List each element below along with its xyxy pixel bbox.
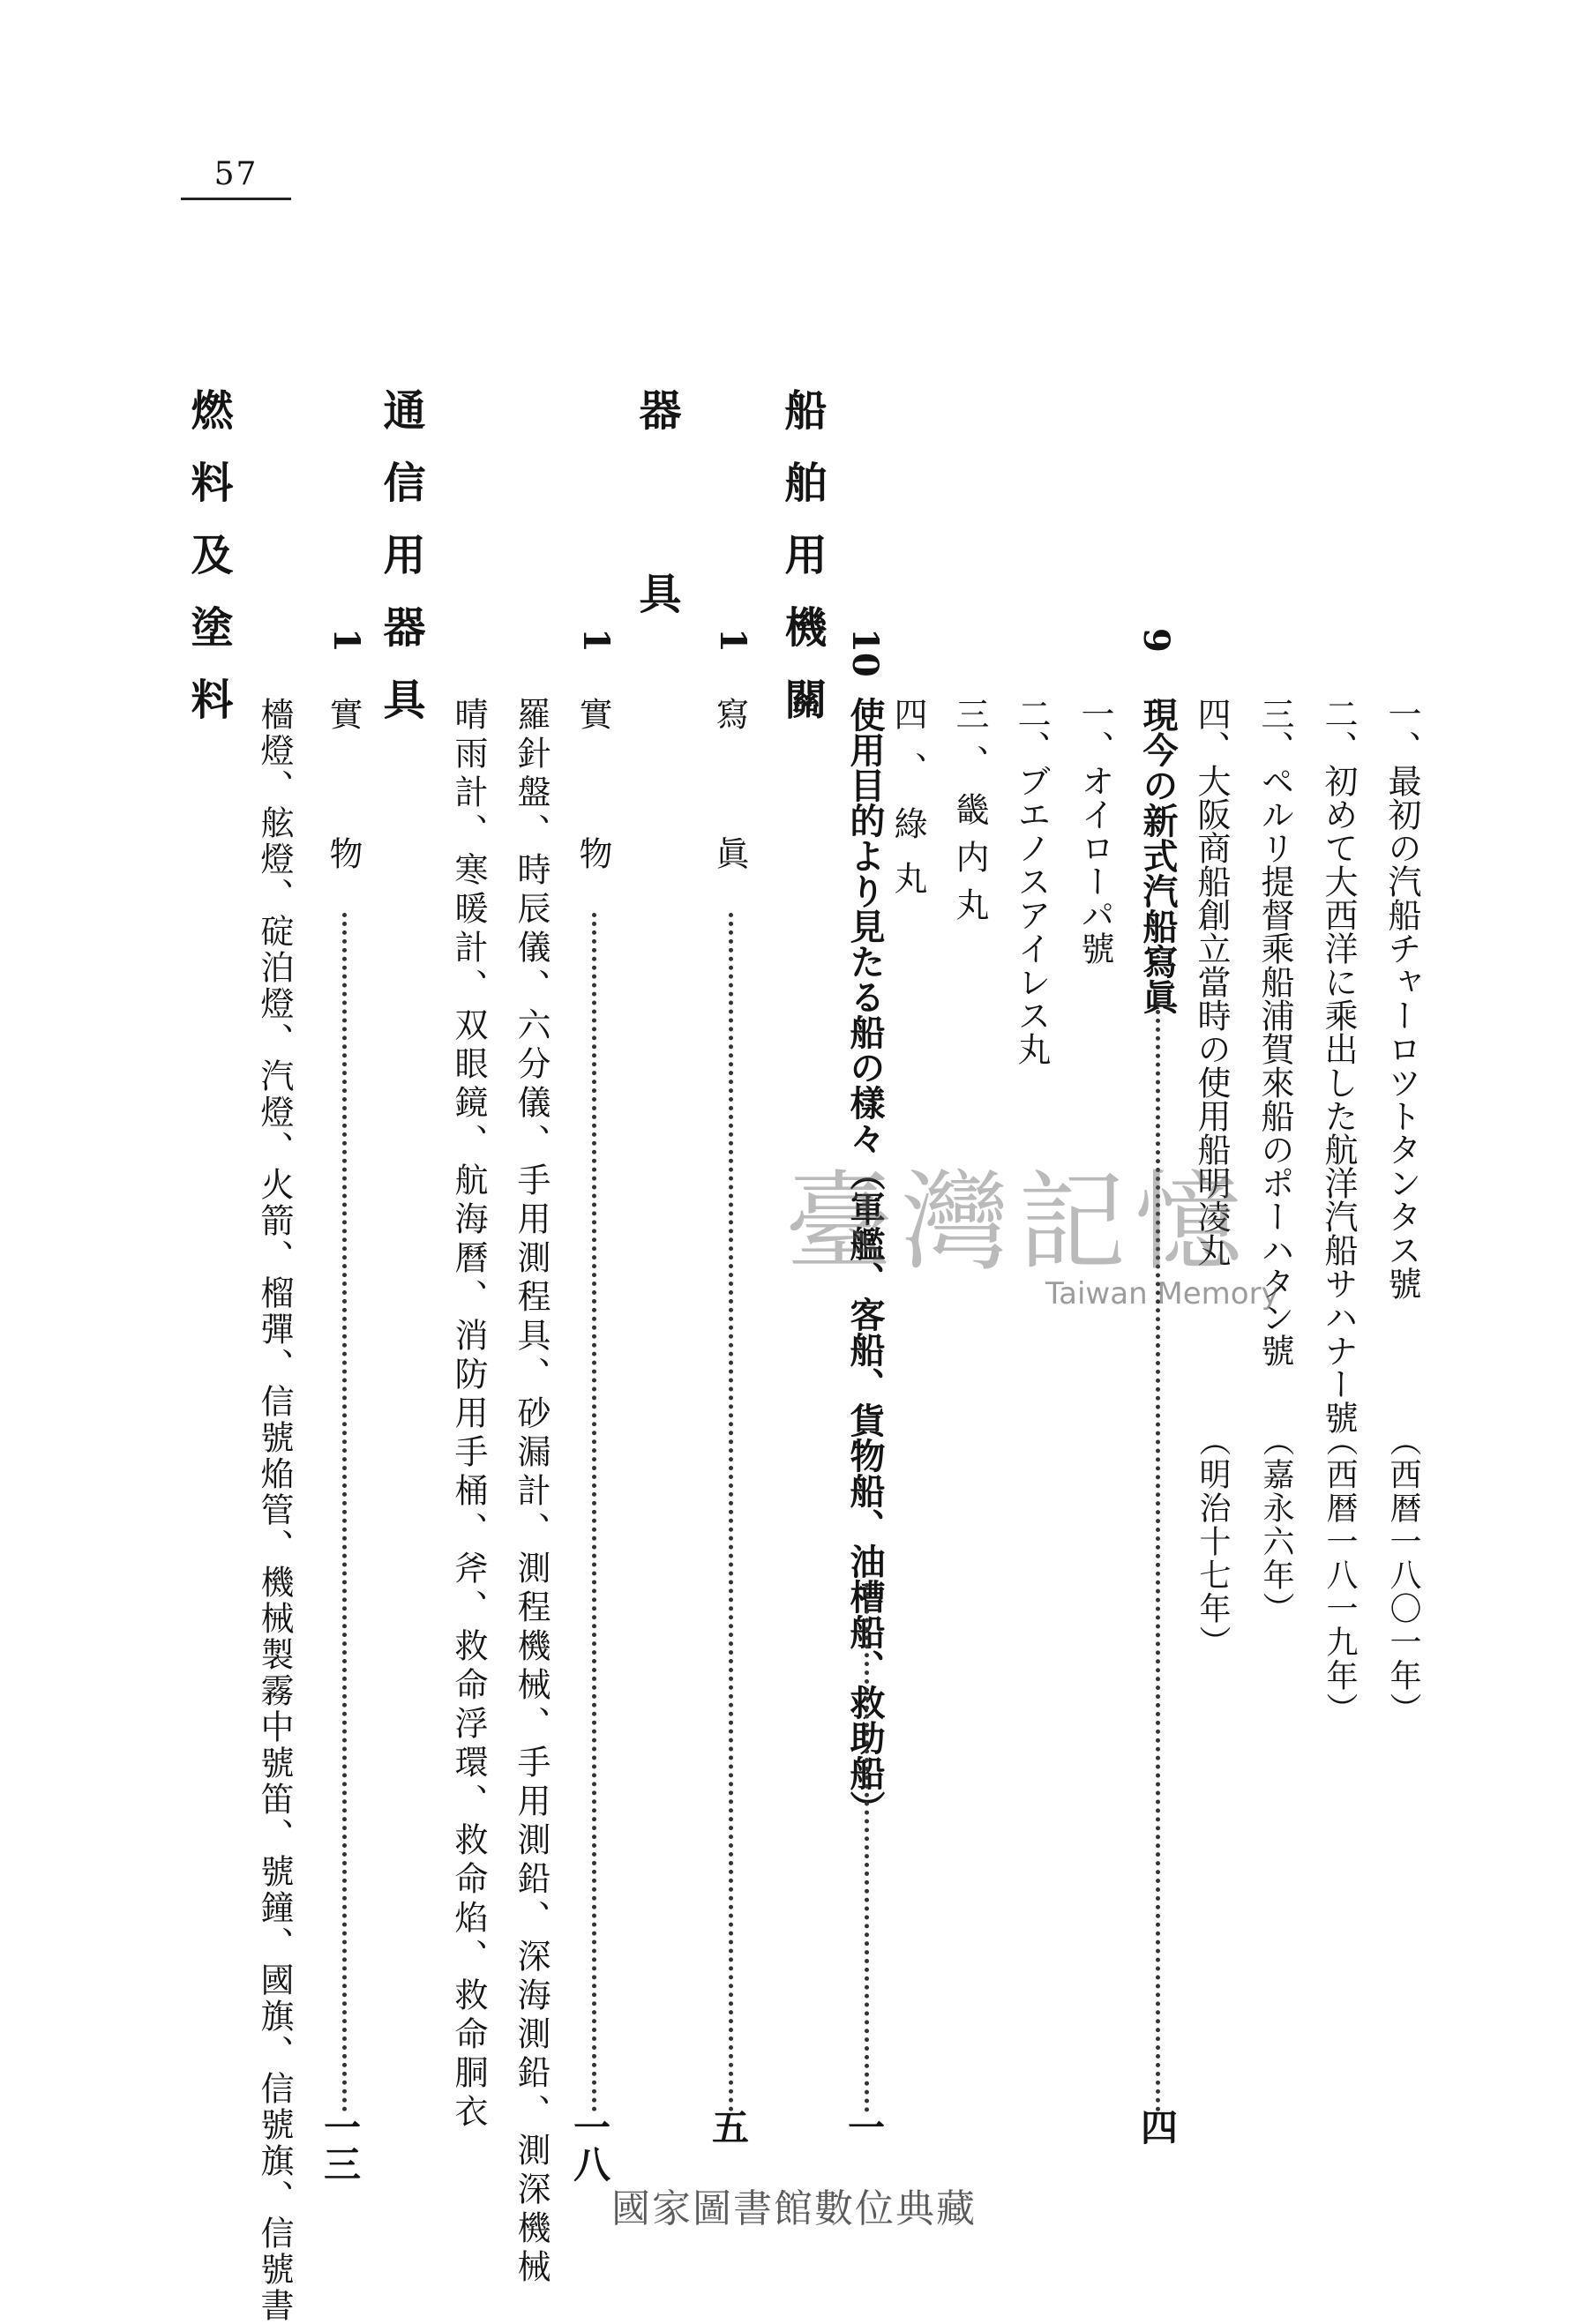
instruments-list-line-1: 羅針盤、時辰儀、六分儀、手用測程具、砂漏計、測程機械、手用測鉛、深海測鉛、測深機械 bbox=[512, 697, 551, 2288]
heading-fuel-and-paint: 燃料及塗料 bbox=[184, 388, 233, 750]
communication-page: 一三 bbox=[318, 2108, 362, 2182]
photo-item-1-date: （西暦一八〇一年） bbox=[1385, 1424, 1421, 1726]
photo-item-2: 二、初めて大西洋に乘出した航洋汽船サハナー號 bbox=[1319, 697, 1358, 1434]
photo-item-1: 一、最初の汽船チャーロツトタンタス號 bbox=[1382, 697, 1421, 1300]
machinery-sub-title: 寫眞 bbox=[710, 697, 749, 975]
instruments-sub-title: 實物 bbox=[573, 697, 612, 975]
heading-instruments: 器具 bbox=[632, 388, 681, 755]
section-10-page: 一 bbox=[843, 2108, 886, 2145]
machinery-page: 五 bbox=[707, 2108, 750, 2145]
leader-dots bbox=[592, 913, 596, 2112]
communication-sub-title: 實物 bbox=[324, 697, 363, 975]
photo-item-2-date: （西暦一八一九年） bbox=[1322, 1424, 1358, 1726]
section-10-number: 10 bbox=[844, 628, 886, 677]
ship-item-3: 三、畿内丸 bbox=[950, 697, 989, 935]
photo-item-3: 三、ペルリ提督乘船浦賀來船のポーハタン號 bbox=[1255, 697, 1294, 1367]
page-number: 57 bbox=[181, 159, 291, 200]
ship-item-2: 二、ブエノスアイレス丸 bbox=[1012, 697, 1051, 1065]
ship-item-1: 一、オイローパ號 bbox=[1075, 697, 1114, 965]
communication-sub-number: 1 bbox=[326, 628, 367, 653]
leader-dots bbox=[729, 913, 733, 2112]
section-9-number: 9 bbox=[1135, 628, 1177, 653]
section-9-page: 四 bbox=[1135, 2108, 1179, 2145]
communication-list-line: 檣燈、舷燈、碇泊燈、汽燈、火箭、榴彈、信號焔管、機械製霧中號笛、號鐘、國旗、信號旗、信號書 bbox=[255, 697, 294, 2324]
heading-communication-equipment: 通信用器具 bbox=[376, 388, 425, 750]
instruments-page: 一八 bbox=[568, 2108, 611, 2182]
leader-dots bbox=[865, 1583, 869, 2112]
ship-item-4: 四、綠丸 bbox=[888, 697, 927, 915]
watermark-logo: 臺灣記憶 bbox=[785, 1160, 1251, 1285]
watermark-logo-english: Taiwan Memory bbox=[1045, 1276, 1279, 1311]
instruments-sub-number: 1 bbox=[575, 628, 617, 653]
section-9-title: 現今の新式汽船寫眞 bbox=[1137, 697, 1179, 1014]
footer-archive-label: 國家圖書館數位典藏 bbox=[611, 2186, 977, 2231]
photo-item-3-date: （嘉永六年） bbox=[1258, 1424, 1294, 1625]
section-10-title: 使用目的より見たる船の樣々（軍艦、客船、貨物船、油槽船、救助船） bbox=[844, 697, 886, 1826]
machinery-sub-number: 1 bbox=[712, 628, 753, 653]
photo-item-4-date: （明治十七年） bbox=[1195, 1424, 1231, 1659]
heading-marine-engines: 船舶用機關 bbox=[777, 388, 827, 750]
leader-dots bbox=[342, 913, 347, 2112]
instruments-list-line-2: 晴雨計、寒暖計、双眼鏡、航海曆、消防用手桶、斧、救命浮環、救命焰、救命胴衣 bbox=[449, 697, 488, 2133]
photo-item-4: 四、大阪商船創立當時の使用船明凌丸 bbox=[1192, 697, 1231, 1267]
